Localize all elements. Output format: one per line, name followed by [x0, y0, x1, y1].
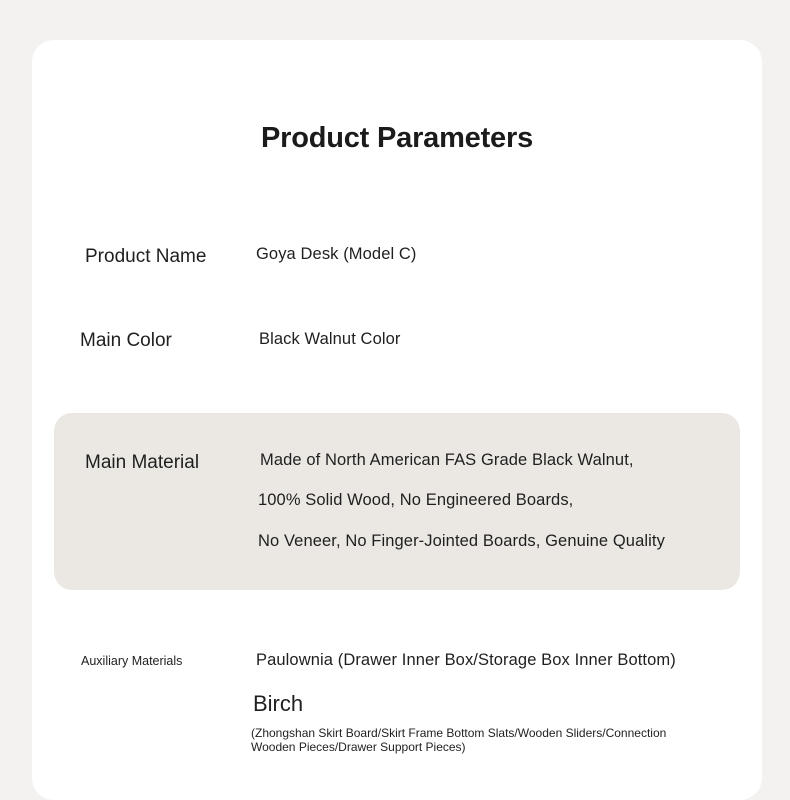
paulownia-value: Paulownia (Drawer Inner Box/Storage Box Inner Bottom) — [256, 651, 676, 669]
product-name-value: Goya Desk (Model C) — [256, 245, 417, 263]
main-material-line-3: No Veneer, No Finger-Jointed Boards, Genuine Quality — [258, 532, 665, 550]
main-color-label: Main Color — [80, 330, 172, 351]
parameters-card — [32, 40, 762, 800]
auxiliary-materials-label: Auxiliary Materials — [81, 654, 183, 668]
main-color-value: Black Walnut Color — [259, 330, 401, 348]
main-material-line-2: 100% Solid Wood, No Engineered Boards, — [258, 491, 574, 509]
page-title: Product Parameters — [260, 122, 533, 154]
main-material-label: Main Material — [85, 452, 200, 473]
birch-title: Birch — [253, 691, 304, 716]
product-name-label: Product Name — [85, 246, 207, 267]
birch-note: (Zhongshan Skirt Board/Skirt Frame Bottom Slats/Wooden Sliders/Connection Wooden Pieces/Drawer Support Pieces) — [251, 726, 667, 754]
main-material-line-1: Made of North American FAS Grade Black Walnut, — [260, 451, 634, 469]
